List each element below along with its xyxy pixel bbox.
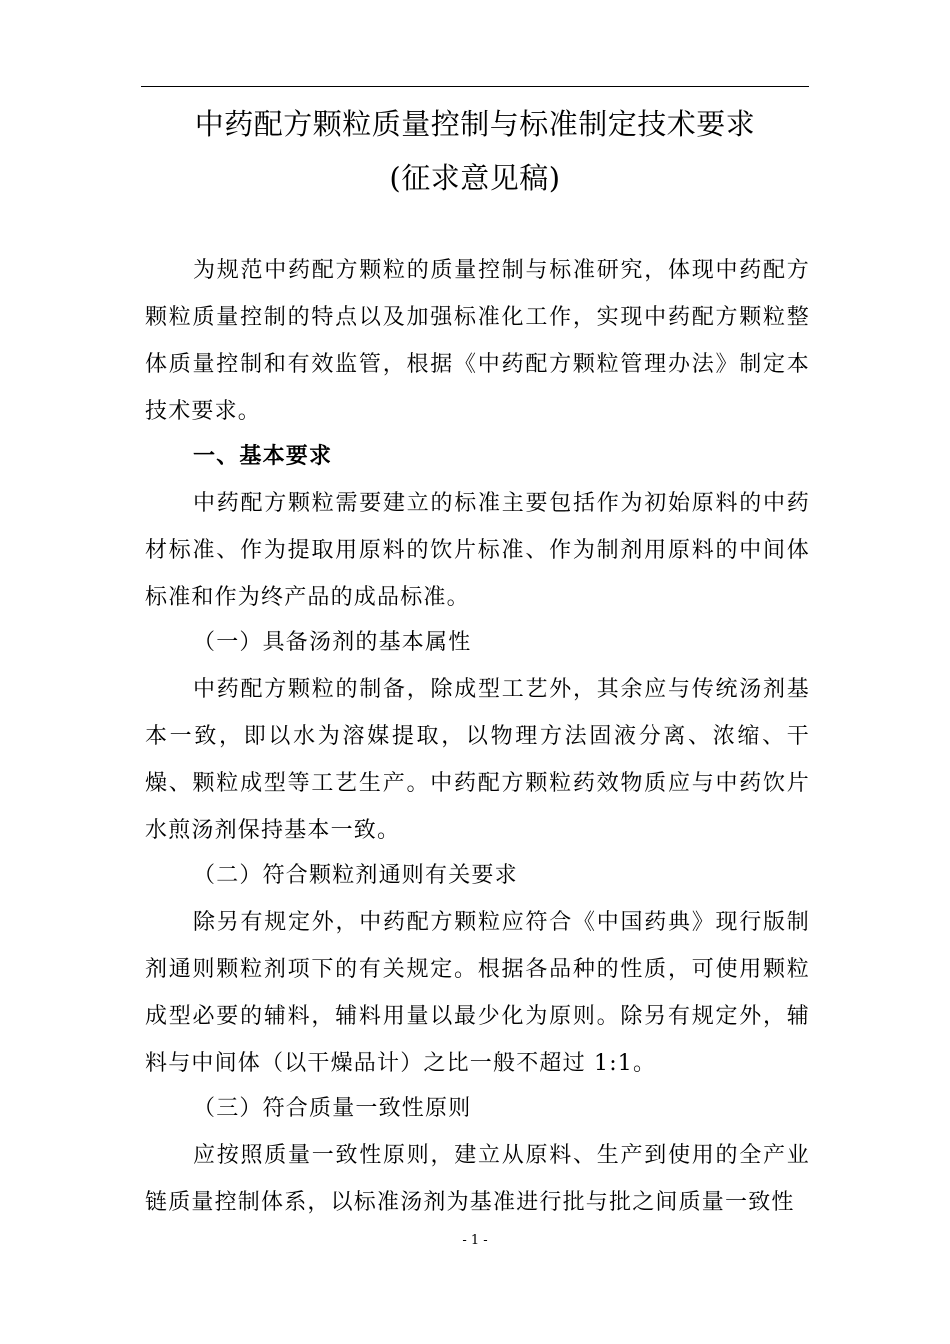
section-heading-basic-requirements: 一、基本要求 xyxy=(193,443,333,469)
intro-paragraph: 为规范中药配方颗粒的质量控制与标准研究，体现中药配方颗粒质量控制的特点以及加强标准化工作，实现中药配方颗粒整体质量控制和有效监管，根据《中药配方颗粒管理办法》制定本技术要求。 xyxy=(145,258,810,424)
subsection-body-3: 应按照质量一致性原则，建立从原料、生产到使用的全产业链质量控制体系，以标准汤剂为基准进行批与批之间质量一致性 xyxy=(145,1143,810,1215)
section-body-basic-requirements: 中药配方颗粒需要建立的标准主要包括作为初始原料的中药材标准、作为提取用原料的饮片标准、作为制剂用原料的中间体标准和作为终产品的成品标准。 xyxy=(145,491,810,610)
page-number: - 1 - xyxy=(462,1233,488,1248)
subsection-body-1: 中药配方颗粒的制备，除成型工艺外，其余应与传统汤剂基本一致，即以水为溶媒提取，以物理方法固液分离、浓缩、干燥、颗粒成型等工艺生产。中药配方颗粒药效物质应与中药饮片水煎汤剂保持基本一致。 xyxy=(145,677,810,843)
subsection-heading-1: （一）具备汤剂的基本属性 xyxy=(193,630,472,655)
subsection-body-2: 除另有规定外，中药配方颗粒应符合《中国药典》现行版制剂通则颗粒剂项下的有关规定。根据各品种的性质，可使用颗粒成型必要的辅料，辅料用量以最少化为原则。除另有规定外，辅料与中间体（以干燥品计）之比一般不超过 1:1。 xyxy=(145,910,810,1076)
subsection-heading-2: （二）符合颗粒剂通则有关要求 xyxy=(193,863,518,888)
header-rule xyxy=(141,86,809,87)
subsection-heading-3: （三）符合质量一致性原则 xyxy=(193,1096,472,1121)
document-title: 中药配方颗粒质量控制与标准制定技术要求 xyxy=(194,107,756,141)
document-subtitle: (征求意见稿) xyxy=(389,161,561,195)
